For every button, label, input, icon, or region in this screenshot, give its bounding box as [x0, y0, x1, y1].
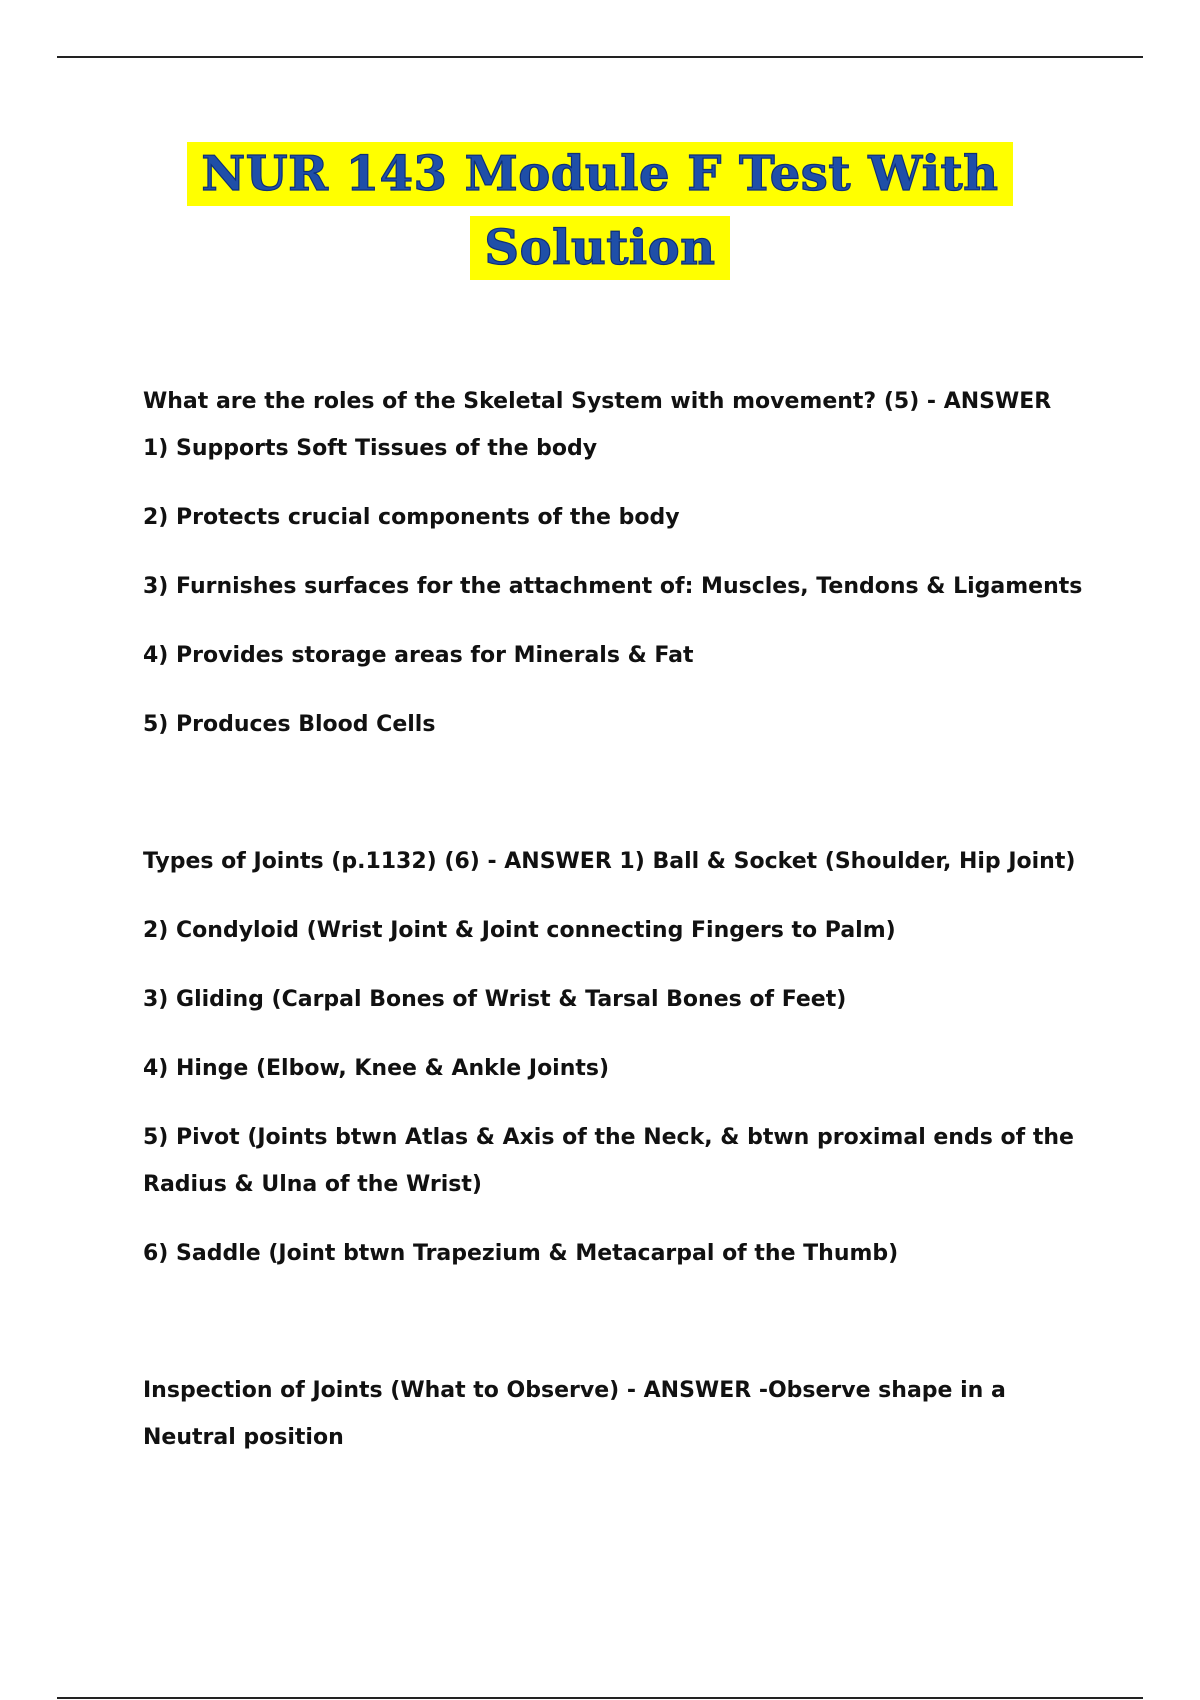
document-body [143, 378, 1083, 1483]
question-paragraph: Types of Joints (p.1132) (6) - ANSWER 1) Ball & Socket (Shoulder, Hip Joint) [143, 849, 1076, 874]
bottom-rule [57, 1697, 1143, 1699]
answer-item: 5) Pivot (Joints btwn Atlas & Axis of the Neck, & btwn proximal ends of the Radius & Ulna of the Wrist) [143, 1125, 1074, 1197]
question-paragraph: Inspection of Joints (What to Observe) - ANSWER -Observe shape in a Neutral position [143, 1378, 1006, 1450]
answer-item: 3) Gliding (Carpal Bones of Wrist & Tarsal Bones of Feet) [143, 987, 847, 1012]
answer-item: 2) Condyloid (Wrist Joint & Joint connecting Fingers to Palm) [143, 918, 896, 943]
answer-item: 5) Produces Blood Cells [143, 712, 436, 737]
answer-item: 6) Saddle (Joint btwn Trapezium & Metacarpal of the Thumb) [143, 1241, 899, 1266]
top-rule [57, 56, 1143, 58]
question-paragraph: What are the roles of the Skeletal System with movement? (5) - ANSWER 1) Supports Soft Tissues of the body [143, 389, 1052, 461]
qa-block-skeletal-roles [143, 378, 1083, 748]
answer-item: 3) Furnishes surfaces for the attachment of: Muscles, Tendons & Ligaments [143, 574, 1083, 599]
qa-block-joint-inspection [143, 1367, 1083, 1461]
document-title [0, 142, 1200, 280]
title-line-1: NUR 143 Module F Test With [187, 142, 1012, 206]
section-spacer [143, 1299, 1083, 1367]
title-line-2: Solution [470, 216, 729, 280]
answer-item: 4) Hinge (Elbow, Knee & Ankle Joints) [143, 1056, 610, 1081]
section-spacer [143, 770, 1083, 838]
qa-block-joint-types [143, 838, 1083, 1277]
answer-item: 2) Protects crucial components of the body [143, 505, 680, 530]
answer-item: 4) Provides storage areas for Minerals & Fat [143, 643, 694, 668]
